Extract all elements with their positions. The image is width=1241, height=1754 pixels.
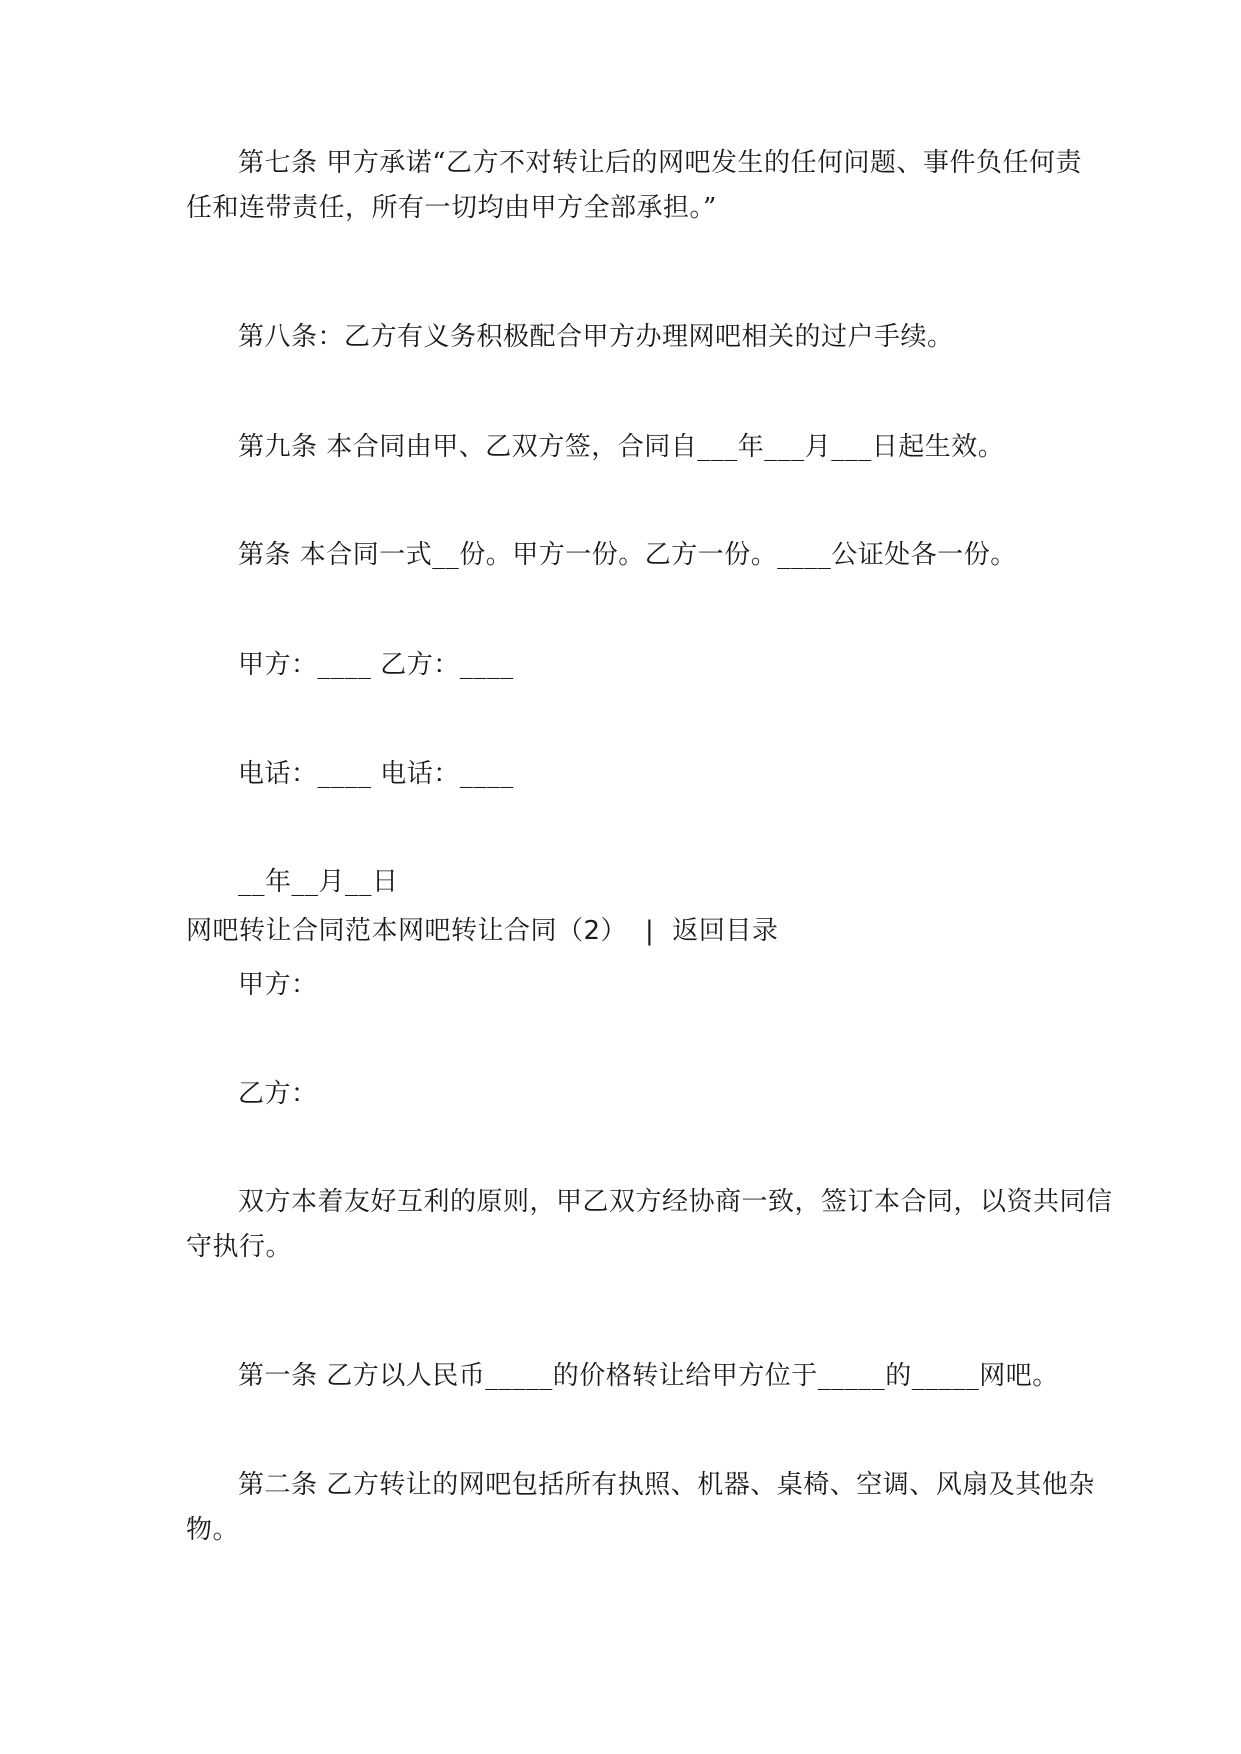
article-8: 第八条：乙方有义务积极配合甲方办理网吧相关的过户手续。 bbox=[238, 322, 954, 352]
article-2-line-2: 物。 bbox=[186, 1515, 240, 1545]
signature-phones: 电话：____ 电话：____ bbox=[238, 759, 514, 789]
section-title: 网吧转让合同范本网吧转让合同（2） bbox=[186, 916, 628, 946]
section-heading bbox=[186, 914, 778, 948]
intro-line-2: 守执行。 bbox=[186, 1232, 293, 1262]
article-9: 第九条 本合同由甲、乙双方签，合同自___年___月___日起生效。 bbox=[238, 432, 1005, 462]
signature-date: __年__月__日 bbox=[238, 867, 399, 897]
article-2-line-1: 第二条 乙方转让的网吧包括所有执照、机器、桌椅、空调、风扇及其他杂 bbox=[238, 1470, 1095, 1500]
back-to-toc-link[interactable]: 返回目录 bbox=[672, 916, 779, 946]
article-7-line-2: 任和连带责任，所有一切均由甲方全部承担。” bbox=[186, 193, 717, 223]
intro-line-1: 双方本着友好互利的原则，甲乙双方经协商一致，签订本合同，以资共同信 bbox=[238, 1187, 1113, 1217]
signature-parties: 甲方：____ 乙方：____ bbox=[238, 650, 514, 680]
article-10: 第条 本合同一式__份。甲方一份。乙方一份。____公证处各一份。 bbox=[238, 540, 1017, 570]
party-b-label: 乙方： bbox=[238, 1079, 318, 1109]
party-a-label: 甲方： bbox=[238, 970, 318, 1000]
article-1: 第一条 乙方以人民币_____的价格转让给甲方位于_____的_____网吧。 bbox=[238, 1361, 1059, 1391]
heading-separator: | bbox=[645, 916, 655, 946]
article-7-line-1: 第七条 甲方承诺“乙方不对转让后的网吧发生的任何问题、事件负任何责 bbox=[238, 148, 1083, 178]
